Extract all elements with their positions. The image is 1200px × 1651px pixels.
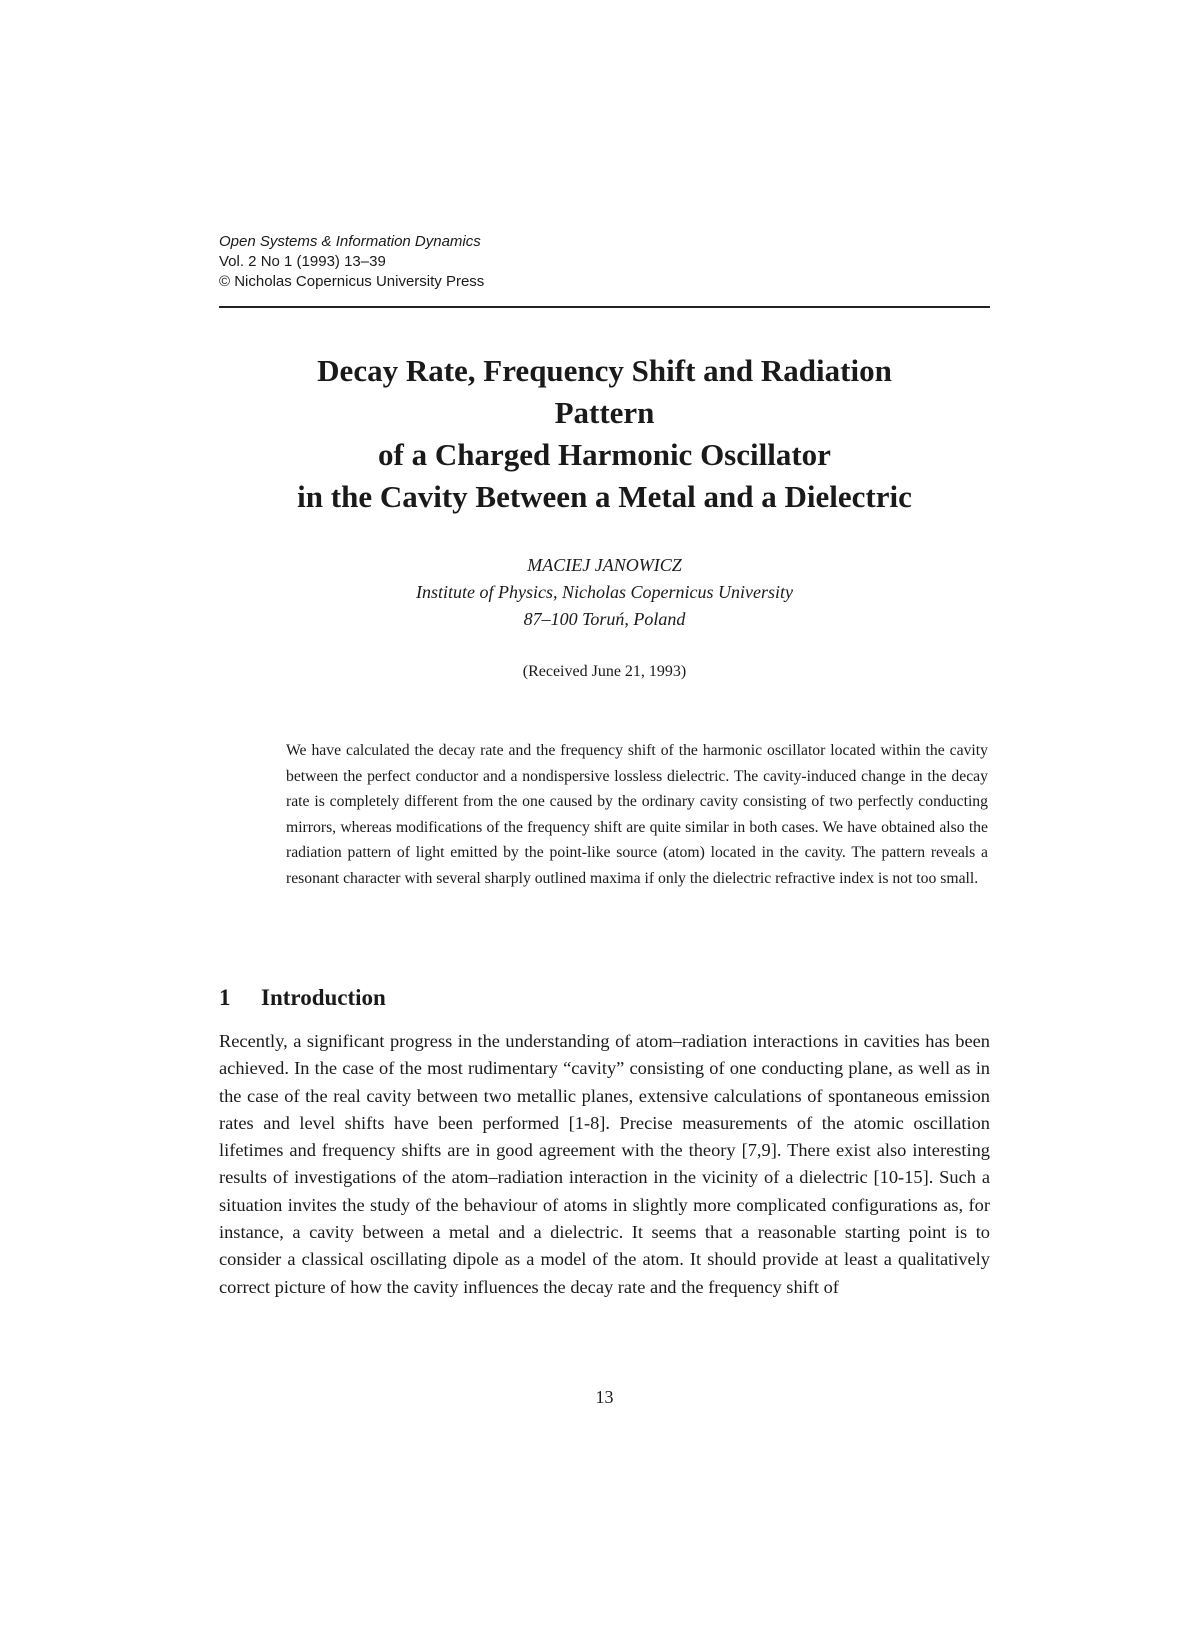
abstract: We have calculated the decay rate and the frequency shift of the harmonic oscillator located within the cavity between the perfect conductor and a nondispersive lossless dielectric. The cavity-induced change in the decay rate is completely different from the one caused by the ordinary cavity consisting of two perfectly conducting mirrors, whereas modifications of the frequency shift are quite similar in both cases. We have obtained also the radiation pattern of light emitted by the point-like source (atom) located in the cavity. The pattern reveals a resonant character with several sharply outlined maxima if only the dielectric refractive index is not too small. bbox=[286, 742, 988, 887]
author-affiliation: Institute of Physics, Nicholas Copernicus University bbox=[416, 582, 793, 602]
paper-title bbox=[219, 350, 990, 518]
title-line: Pattern bbox=[554, 395, 655, 430]
section-heading bbox=[219, 983, 386, 1013]
author-name: MACIEJ JANOWICZ bbox=[527, 555, 682, 575]
journal-volume: Vol. 2 No 1 (1993) 13–39 bbox=[219, 253, 386, 270]
section-title: Introduction bbox=[261, 985, 386, 1010]
author-block bbox=[219, 552, 990, 633]
title-line: Decay Rate, Frequency Shift and Radiation bbox=[317, 353, 892, 388]
title-line: of a Charged Harmonic Oscillator bbox=[378, 437, 831, 472]
section-number: 1 bbox=[219, 985, 231, 1010]
journal-name: Open Systems & Information Dynamics bbox=[219, 233, 481, 250]
header-rule bbox=[219, 306, 990, 308]
title-line: in the Cavity Between a Metal and a Dielectric bbox=[297, 479, 912, 514]
author-address: 87–100 Toruń, Poland bbox=[523, 609, 686, 629]
body-paragraph: Recently, a significant progress in the understanding of atom–radiation interactions in cavities has been achieved. In the case of the most rudimentary “cavity” consisting of one conducting plane, as well as in the case of the real cavity between two metallic planes, extensive calculations of spontaneous emission rates and level shifts have been performed [1-8]. Precise measurements of the atomic oscillation lifetimes and frequency shifts are in good agreement with the theory [7,9]. There exist also interesting results of investigations of the atom–radiation interaction in the vicinity of a dielectric [10-15]. Such a situation invites the study of the behaviour of atoms in slightly more complicated configurations as, for instance, a cavity between a metal and a dielectric. It seems that a reasonable starting point is to consider a classical oscillating dipole as a model of the atom. It should provide at least a qualitatively correct picture of how the cavity influences the decay rate and the frequency shift of bbox=[219, 1031, 990, 1297]
journal-copyright: © Nicholas Copernicus University Press bbox=[219, 273, 485, 290]
journal-header bbox=[219, 232, 484, 292]
page-number: 13 bbox=[595, 1387, 614, 1407]
received-date: (Received June 21, 1993) bbox=[522, 663, 687, 680]
